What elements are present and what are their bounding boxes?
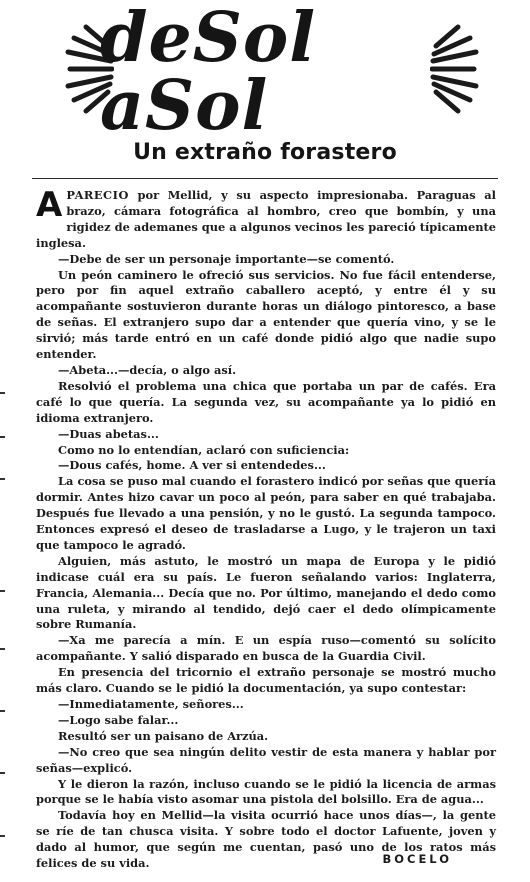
article-paragraph: —Debe de ser un personaje importante—se comentó. xyxy=(58,251,395,266)
article-title: Un extraño forastero xyxy=(133,140,397,165)
article-paragraph: —Logo sabe falar... xyxy=(58,712,179,727)
article-paragraph: Como no lo entendían, aclaró con suficiencia: xyxy=(58,442,350,457)
first-paragraph-text: por Mellid, y su aspecto impresionaba. Paraguas al brazo, cámara fotográfica al hombro, creo que bombín, y una rigidez de ademanes que a algunos vecinos les pareció típicamente inglesa. xyxy=(36,188,496,250)
first-paragraph xyxy=(36,185,496,252)
article-paragraph: Resolvió el problema una chica que portaba un par de cafés. Era café lo que quería. La segunda vez, su acompañante ya lo pidió en idioma extranjero. xyxy=(36,378,496,425)
article-paragraph: Alguien, más astuto, le mostró un mapa de Europa y le pidió indicase cuál era su país. Le fueron señalando varios: Inglaterra, Francia, Alemania... Decía que no. Por último, manejando el dedo como una ruleta, y mirando al tendido, dejó caer el dedo olímpicamente sobre Rumanía. xyxy=(36,553,496,632)
article-paragraph: En presencia del tricornio el extraño personaje se mostró mucho más claro. Cuando se le pidió la documentación, ya supo contestar: xyxy=(36,665,496,696)
article-paragraph: —Duas abetas... xyxy=(58,426,159,441)
drop-cap: A xyxy=(36,185,63,225)
masthead-title: deSol aSol xyxy=(100,0,317,146)
article-paragraph: —Xa me parecía a mín. E un espía ruso—comentó su solícito acompañante. Y salió disparado en busca de la Guardia Civil. xyxy=(36,633,496,664)
article-paragraph: Todavía hoy en Mellid—la visita ocurrió hace unos días—, la gente se ríe de tan chusca visita. Y sobre todo el doctor Lafuente, joven y dado al humor, que según me cuentan, pasó uno de los ratos más felices de su vida. xyxy=(36,808,496,871)
article-paragraph: —Abeta...—decía, o algo así. xyxy=(58,362,237,377)
article-paragraph: —No creo que sea ningún delito vestir de esta manera y hablar por señas—explicó. xyxy=(36,744,496,775)
article-paragraph: Y le dieron la razón, incluso cuando se le pidió la licencia de armas porque se le había visto asomar una pistola del bolsillo. Era de agua... xyxy=(36,776,496,807)
article-paragraph: —Dous cafés, home. A ver si entendedes... xyxy=(58,458,326,473)
sun-rays-right-icon xyxy=(430,24,482,114)
lead-word: PARECIO xyxy=(66,188,129,202)
title-divider xyxy=(32,178,498,179)
article-body xyxy=(36,185,496,872)
left-margin-marks xyxy=(0,380,8,880)
masthead xyxy=(62,0,482,146)
article-paragraph: —Inmediatamente, señores... xyxy=(58,697,244,711)
article-paragraph: La cosa se puso mal cuando el forastero indicó por señas que quería dormir. Antes hizo cavar un poco al peón, para saber en qué trabajaba. Después fue llevado a una pensión, y no le gustó. La segunda tampoco. Entonces expresó el deseo de trasladarse a Lugo, y le trajeron un taxi que tampoco le agradó. xyxy=(36,474,496,552)
author-signature: BOCELO xyxy=(382,852,452,866)
article-paragraph: Resultó ser un paisano de Arzúa. xyxy=(58,728,269,743)
article-paragraph: Un peón caminero le ofreció sus servicios. No fue fácil entenderse, pero por fin aquel extraño caballero aceptó, y entre él y su acompañante sostuvieron durante horas un diálogo pintoresco, a base de señas. El extranjero supo dar a entender que quería vino, y se le sirvió; más tarde entró en un café donde pidió algo que nadie supo entender. xyxy=(36,267,496,362)
